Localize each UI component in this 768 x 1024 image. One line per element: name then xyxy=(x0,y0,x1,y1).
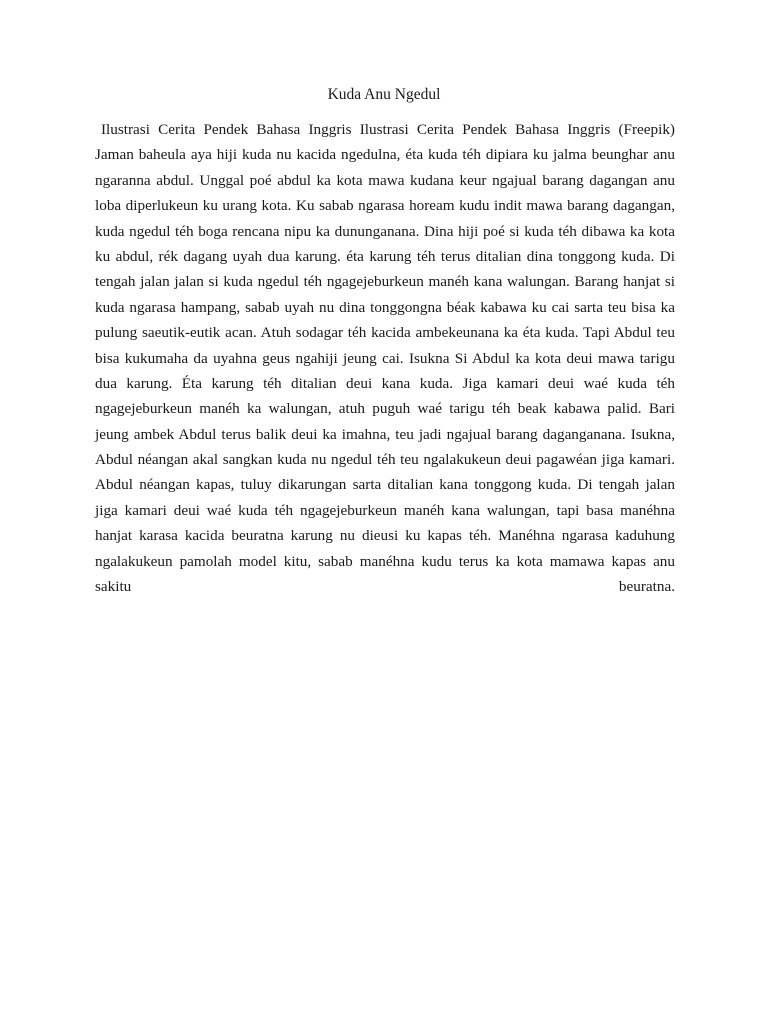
text-line: sakitu beuratna. xyxy=(95,578,675,596)
text-line: ku abdul, rék dagang uyah dua karung. éta karung téh terus ditalian dina tonggong kuda. Di xyxy=(95,247,675,265)
text-line: jeung ambek Abdul terus balik deui ka imahna, teu jadi ngajual barang daganganana. Isukna, xyxy=(95,425,675,443)
text-line: ngalakukeun pamolah model kitu, sabab manéhna kudu terus ka kota mamawa kapas anu xyxy=(95,552,675,570)
text-line: kuda ngarasa hampang, sabab uyah nu dina tonggongna béak kabawa ku cai sarta teu bisa ka xyxy=(95,298,675,316)
story-body xyxy=(95,117,675,599)
text-line: ngaranna abdul. Unggal poé abdul ka kota mawa kudana keur ngajual barang dagangan anu xyxy=(95,171,675,189)
text-line: Abdul néangan kapas, tuluy dikarungan sarta ditalian kana tonggong kuda. Di tengah jalan xyxy=(95,476,675,494)
text-line: ngagejeburkeun manéh ka walungan, atuh puguh waé tarigu téh beak kabawa palid. Bari xyxy=(95,400,675,418)
text-line: Ilustrasi Cerita Pendek Bahasa Inggris Ilustrasi Cerita Pendek Bahasa Inggris (Freepik) xyxy=(101,121,675,138)
text-line: Abdul néangan akal sangkan kuda nu ngedul téh teu ngalakukeun deui pagawéan jiga kamari. xyxy=(95,451,675,469)
text-line: kuda ngedul téh boga rencana nipu ka dununganana. Dina hiji poé si kuda téh dibawa ka kota xyxy=(95,222,675,240)
document-title: Kuda Anu Ngedul xyxy=(327,86,441,103)
text-line: hanjat karasa kacida beuratna karung nu dieusi ku kapas téh. Manéhna ngarasa kaduhung xyxy=(95,527,675,545)
text-line: loba diperlukeun ku urang kota. Ku sabab ngarasa hoream kudu indit mawa barang dagangan, xyxy=(95,197,675,215)
text-line: Jaman baheula aya hiji kuda nu kacida ngedulna, éta kuda téh dipiara ku jalma beunghar anu xyxy=(95,146,675,164)
text-line: bisa kukumaha da uyahna geus ngahiji jeung cai. Isukna Si Abdul ka kota deui mawa tarigu xyxy=(95,349,675,367)
text-line: jiga kamari deui waé kuda téh ngagejeburkeun manéh kana walungan, tapi basa manéhna xyxy=(95,501,675,519)
text-line: pulung saeutik-eutik acan. Atuh sodagar téh kacida ambekeunana ka éta kuda. Tapi Abdul teu xyxy=(95,324,675,342)
text-line: tengah jalan jalan si kuda ngedul téh ngagejeburkeun manéh kana walungan. Barang hanjat si xyxy=(95,273,675,291)
text-line: dua karung. Éta karung téh ditalian deui kana kuda. Jiga kamari deui waé kuda téh xyxy=(95,374,675,392)
